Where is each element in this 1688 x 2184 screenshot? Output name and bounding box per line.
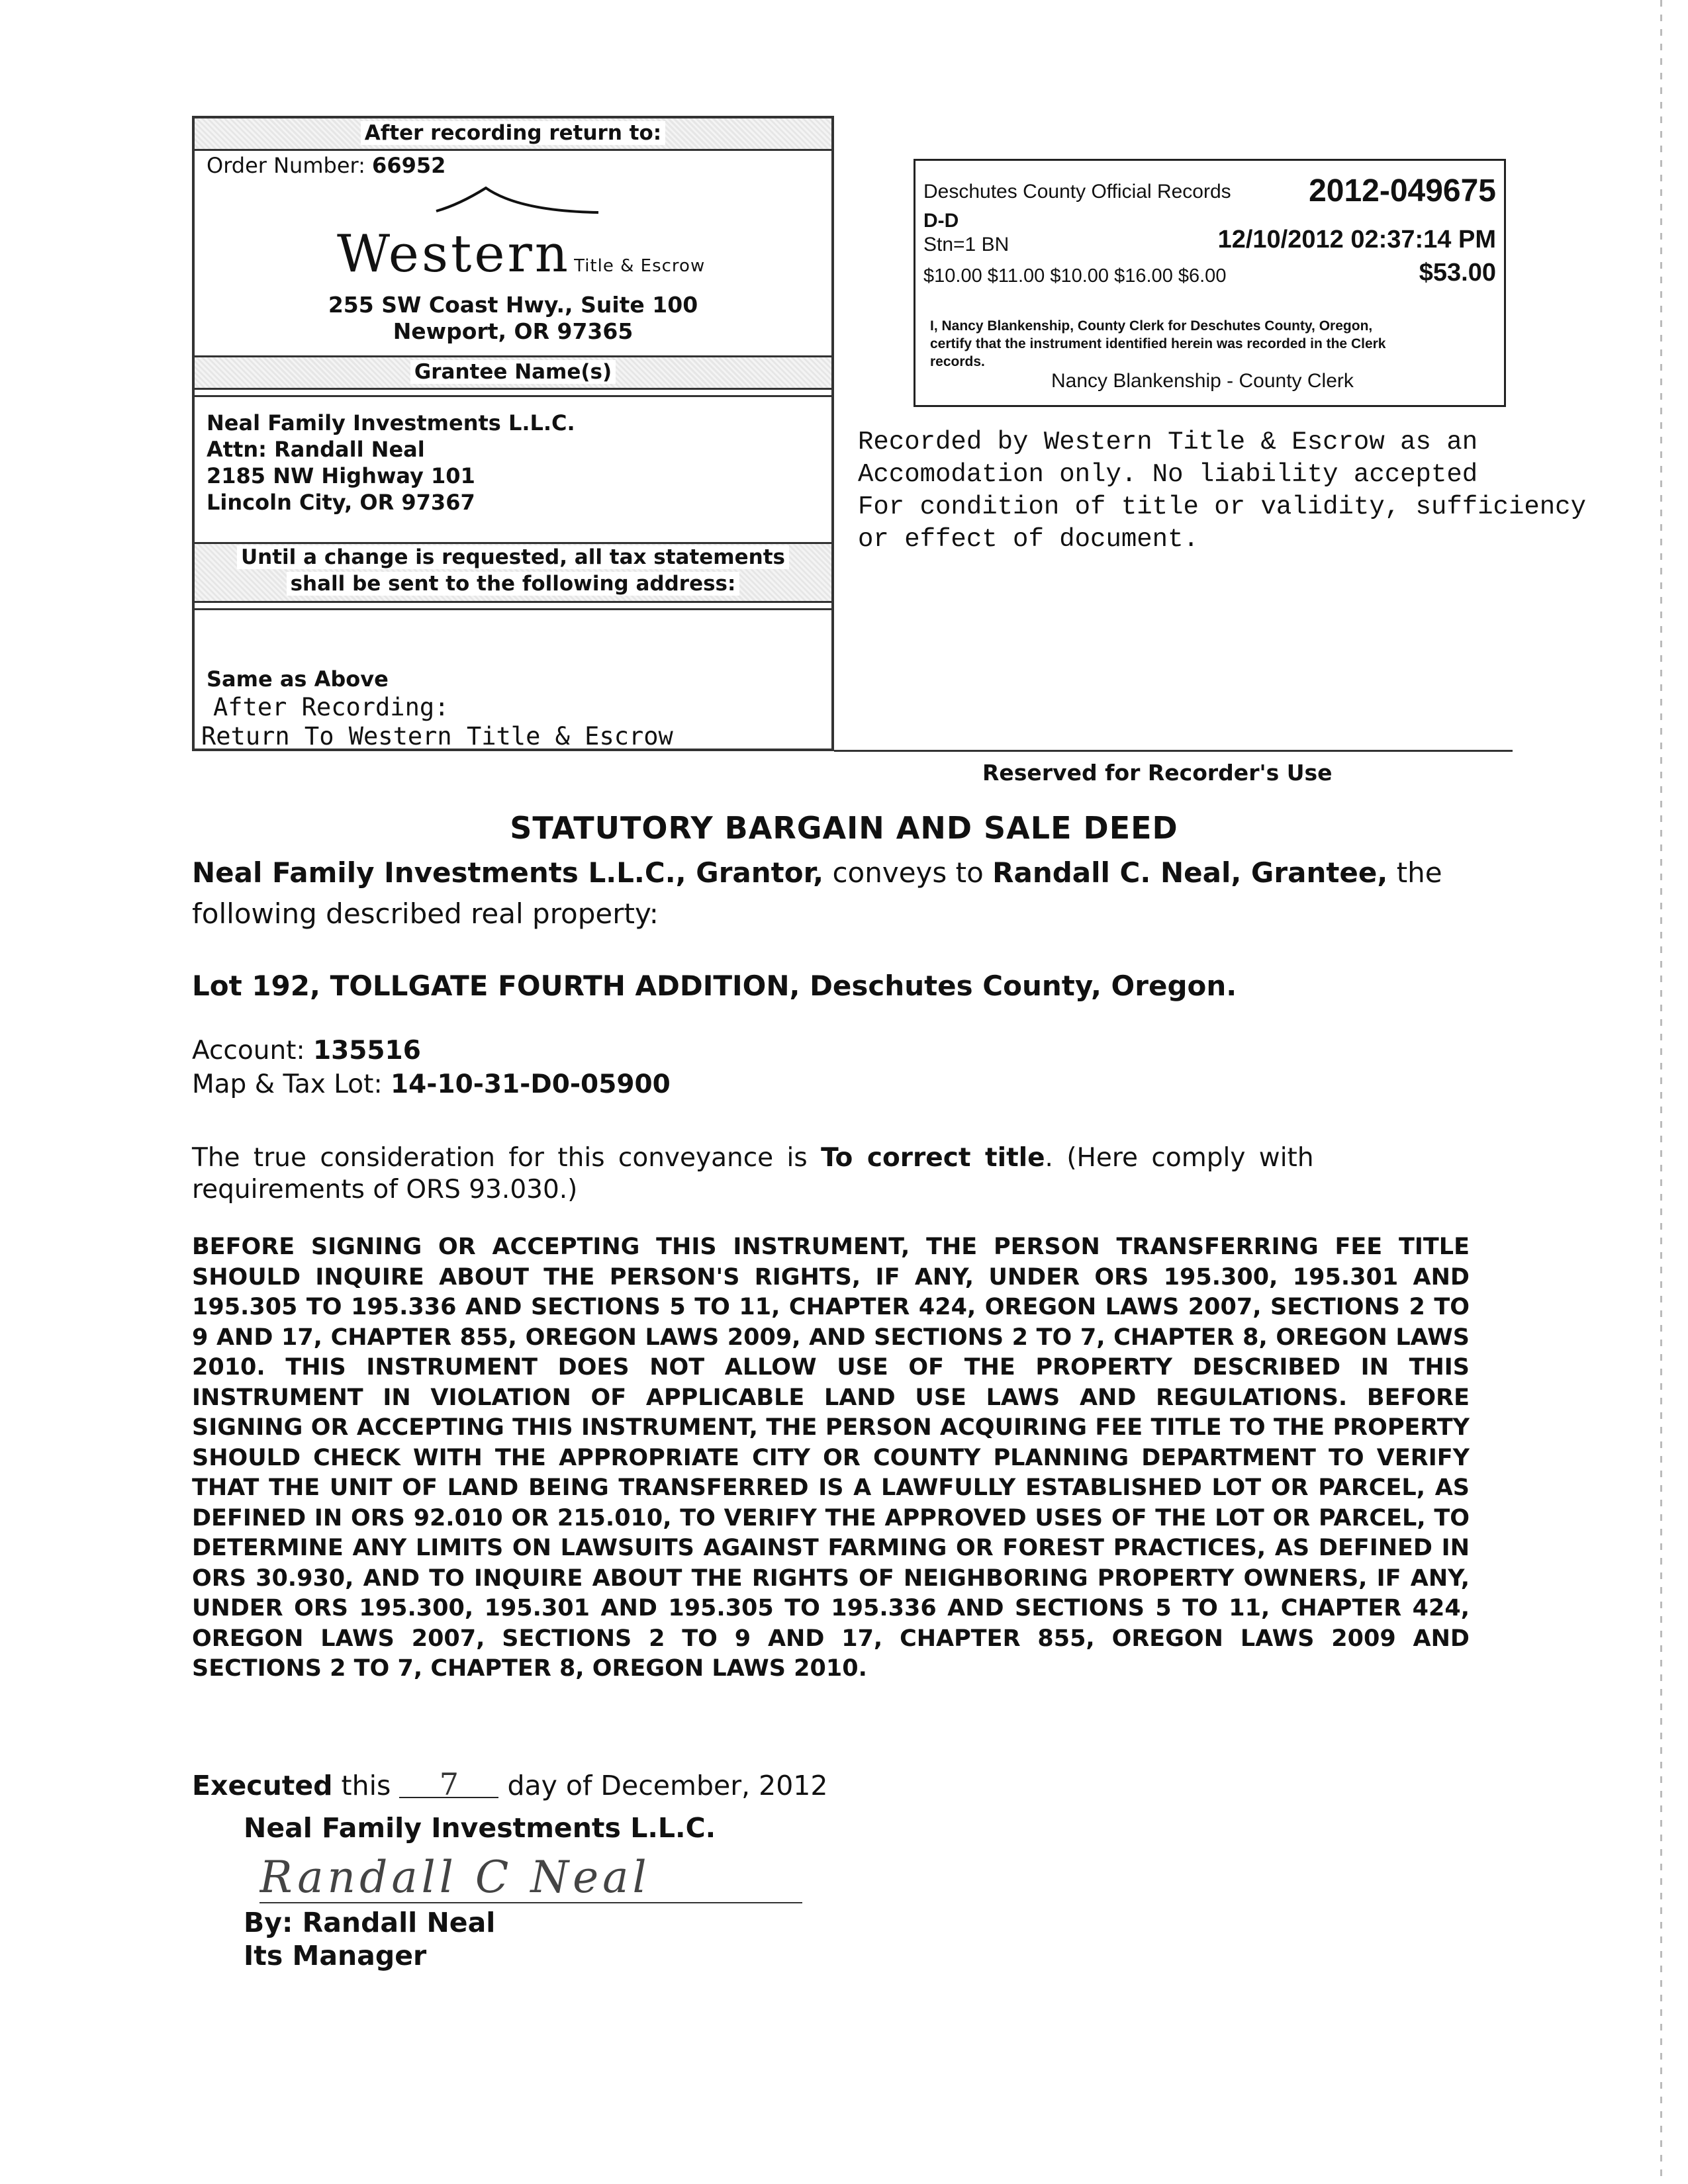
signer-title: Its Manager <box>244 1940 427 1972</box>
stamp-datetime: 12/10/2012 02:37:14 PM <box>1217 226 1496 253</box>
accommodation-line: or effect of document. <box>858 525 1199 554</box>
cert-line: certify that the instrument identified herein was recorded in the Clerk <box>930 336 1386 351</box>
return-header: After recording return to: <box>195 116 831 151</box>
divider <box>195 386 831 397</box>
order-number: 66952 <box>372 153 446 178</box>
grantee-line: 2185 NW Highway 101 <box>207 463 475 488</box>
executed-label: Executed <box>192 1770 333 1801</box>
order-number-line <box>207 153 445 178</box>
cert-line: records. <box>930 354 985 369</box>
county-recording-stamp <box>914 159 1506 407</box>
tax-statement-header <box>195 542 831 603</box>
conveyance-clause <box>192 852 1470 934</box>
grantor-name: Neal Family Investments L.L.C., Grantor, <box>192 856 824 889</box>
tax-address: Same as Above <box>207 666 389 692</box>
grantee-line: Attn: Randall Neal <box>207 437 425 462</box>
stamp-doc-type: D-D <box>923 210 959 232</box>
stamp-clerk: Nancy Blankenship - County Clerk <box>1051 370 1354 392</box>
stamp-doc-number: 2012-049675 <box>1309 173 1496 208</box>
consideration-value: To correct title <box>821 1143 1045 1173</box>
execution-line <box>192 1766 828 1802</box>
executed-day: 7 <box>399 1772 498 1798</box>
signature-line <box>259 1853 802 1903</box>
statutory-warning: BEFORE SIGNING OR ACCEPTING THIS INSTRUMENT, THE PERSON TRANSFERRING FEE TITLE SHOULD INQUIRE ABOUT THE PERSON'S RIGHTS, IF ANY, UNDER ORS 195.300, 195.301 AND 195.305 TO 195.336 AND SECTIONS 5 TO 11, CHAPTER 424, OREGON LAWS 2007, SECTIONS 2 TO 9 AND 17, CHAPTER 855, OREGON LAWS 2009, AND SECTIONS 2 TO 7, CHAPTER 8, OREGON LAWS 2010. THIS INSTRUMENT DOES NOT ALLOW USE OF THE PROPERTY DESCRIBED IN THIS INSTRUMENT IN VIOLATION OF APPLICABLE LAND USE LAWS AND REGULATIONS. BEFORE SIGNING OR ACCEPTING THIS INSTRUMENT, THE PERSON ACQUIRING FEE TITLE TO THE PROPERTY SHOULD CHECK WITH THE APPROPRIATE CITY OR COUNTY PLANNING DEPARTMENT TO VERIFY THAT THE UNIT OF LAND BEING TRANSFERRED IS A LAWFULLY ESTABLISHED LOT OR PARCEL, AS DEFINED IN ORS 92.010 OR 215.010, TO VERIFY THE APPROVED USES OF THE LOT OR PARCEL, TO DETERMINE ANY LIMITS ON LAWSUITS AGAINST FARMING OR FOREST PRACTICES, AS DEFINED IN ORS 30.930, AND TO INQUIRE ABOUT THE RIGHTS OF NEIGHBORING PROPERTY OWNERS, IF ANY, UNDER ORS 195.300, 195.301 AND 195.305 TO 195.336 AND SECTIONS 5 TO 11, CHAPTER 424, OREGON LAWS 2007, SECTIONS 2 TO 9 AND 17, CHAPTER 855, OREGON LAWS 2009 AND SECTIONS 2 TO 7, CHAPTER 8, OREGON LAWS 2010. <box>192 1234 1470 1682</box>
signer-block <box>244 1906 495 1972</box>
signer-by: By: Randall Neal <box>244 1907 496 1938</box>
grantee-name: Randall C. Neal, Grantee, <box>992 856 1388 889</box>
grantee-address <box>207 410 575 516</box>
reserved-rule <box>834 750 1513 752</box>
signature: Randall C Neal <box>259 1853 651 1903</box>
consideration-clause <box>192 1142 1470 1206</box>
legal-description: Lot 192, TOLLGATE FOURTH ADDITION, Deschutes County, Oregon. <box>192 970 1237 1002</box>
maptax-number: 14-10-31-D0-05900 <box>390 1069 671 1099</box>
tax-header-line: Until a change is requested, all tax statements <box>237 545 789 569</box>
stamp-total: $53.00 <box>1419 259 1496 287</box>
executed-rest: day of December, 2012 <box>498 1770 828 1801</box>
maptax-label: Map & Tax Lot: <box>192 1069 391 1099</box>
executed-this: this <box>332 1770 400 1801</box>
conveys-text: conveys to <box>823 856 993 889</box>
after-recording-label: After Recording: <box>213 693 449 721</box>
accommodation-note <box>858 426 1586 556</box>
signer-entity: Neal Family Investments L.L.C. <box>244 1812 716 1844</box>
accommodation-line: Accomodation only. No liability accepted <box>858 460 1478 489</box>
company-address-2: Newport, OR 97365 <box>393 318 633 344</box>
cert-line: I, Nancy Blankenship, County Clerk for Deschutes County, Oregon, <box>930 318 1373 334</box>
return-to-line: Return To Western Title & Escrow <box>201 722 673 751</box>
tax-header-line: shall be sent to the following address: <box>287 572 740 596</box>
consideration-pre: The true consideration for this conveyance is <box>192 1143 821 1173</box>
grantee-header: Grantee Name(s) <box>195 355 831 390</box>
grantee-line: Lincoln City, OR 97367 <box>207 490 475 515</box>
company-logo <box>337 224 705 284</box>
grantee-line: Neal Family Investments L.L.C. <box>207 410 575 435</box>
account-info <box>192 1034 1470 1101</box>
consideration-line2: requirements of ORS 93.030.) <box>192 1175 578 1205</box>
reserved-label: Reserved for Recorder's Use <box>982 760 1333 786</box>
company-address-1: 255 SW Coast Hwy., Suite 100 <box>328 292 698 318</box>
recording-return-box <box>192 116 834 751</box>
stamp-office: Deschutes County Official Records <box>923 181 1231 203</box>
company-tag: Title & Escrow <box>574 256 706 276</box>
the-text: the <box>1387 856 1442 889</box>
order-label: Order Number: <box>207 153 365 178</box>
stamp-fees: $10.00 $11.00 $10.00 $16.00 $6.00 <box>923 265 1227 287</box>
stamp-station: Stn=1 BN <box>923 234 1009 255</box>
consideration-post: . (Here comply with <box>1045 1143 1314 1173</box>
following-text: following described real property: <box>192 897 659 930</box>
company-logo-icon <box>433 185 605 224</box>
account-number: 135516 <box>313 1036 421 1066</box>
scan-edge <box>1660 0 1662 2184</box>
deed-title: STATUTORY BARGAIN AND SALE DEED <box>510 810 1178 846</box>
accommodation-line: For condition of title or validity, sufficiency <box>858 492 1586 522</box>
accommodation-line: Recorded by Western Title & Escrow as an <box>858 428 1478 457</box>
stamp-certification <box>930 317 1385 371</box>
divider <box>195 600 831 610</box>
company-name: Western <box>337 224 571 284</box>
account-label: Account: <box>192 1036 314 1066</box>
